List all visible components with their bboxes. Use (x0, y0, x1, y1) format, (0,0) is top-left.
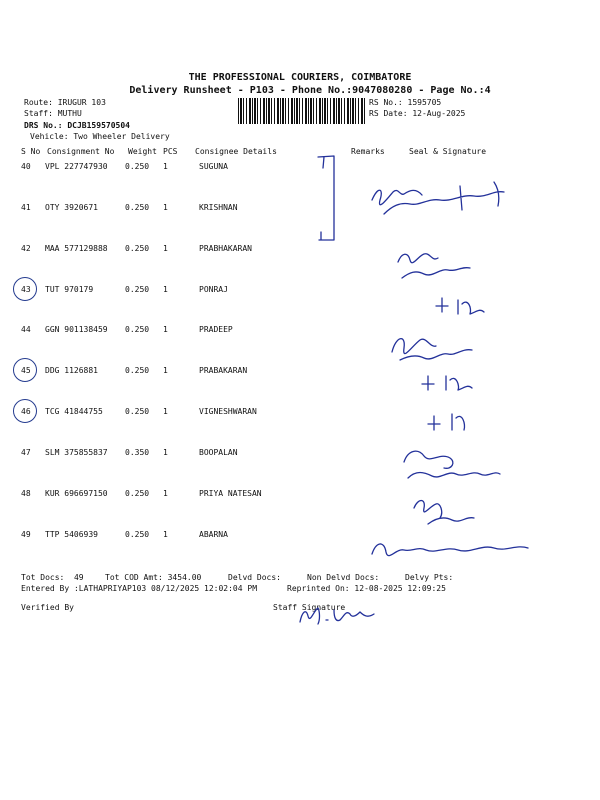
handwritten-signature (372, 544, 528, 556)
staff-signature-label: Staff Signature (273, 603, 346, 612)
cell-consignee: SUGUNA (199, 162, 228, 171)
handwritten-signature (392, 339, 472, 360)
cell-sno: 45 (21, 366, 31, 375)
cell-consignment: TCG 41844755 (45, 407, 103, 416)
cell-sno: 49 (21, 530, 31, 539)
cell-weight: 0.350 (125, 448, 150, 457)
cell-weight: 0.250 (125, 285, 150, 294)
cell-consignee: KRISHNAN (199, 203, 238, 212)
cell-weight: 0.250 (125, 489, 150, 498)
route-label: Route: IRUGUR 103 (24, 98, 106, 107)
cell-sno: 44 (21, 325, 31, 334)
cell-pcs: 1 (163, 366, 168, 375)
cell-sno: 42 (21, 244, 31, 253)
col-sno: S No (21, 147, 41, 156)
company-title: THE PROFESSIONAL COURIERS, COIMBATORE (188, 72, 412, 83)
cell-sno: 40 (21, 162, 31, 171)
staff-label: Staff: MUTHU (24, 109, 82, 118)
cell-pcs: 1 (163, 325, 168, 334)
cell-consignee: ABARNA (199, 530, 228, 539)
handwritten-bracket (318, 156, 334, 240)
cell-weight: 0.250 (125, 244, 150, 253)
vehicle-label: Vehicle: Two Wheeler Delivery (30, 132, 170, 141)
cell-consignment: GGN 901138459 (45, 325, 108, 334)
cell-consignee: PRADEEP (199, 325, 233, 334)
cell-consignee: PRIYA NATESAN (199, 489, 262, 498)
cell-pcs: 1 (163, 530, 168, 539)
cell-sno: 48 (21, 489, 31, 498)
col-remarks: Remarks (351, 147, 385, 156)
col-consignee: Consignee Details (195, 147, 277, 156)
handwritten-signature (414, 501, 474, 525)
cell-pcs: 1 (163, 244, 168, 253)
cell-consignee: PONRAJ (199, 285, 228, 294)
cell-sno: 43 (21, 285, 31, 294)
cell-consignment: DDG 1126881 (45, 366, 98, 375)
cell-consignment: VPL 227747930 (45, 162, 108, 171)
col-consignment: Consignment No (47, 147, 115, 156)
cell-pcs: 1 (163, 203, 168, 212)
col-seal-signature: Seal & Signature (409, 147, 487, 156)
cell-consignee: BOOPALAN (199, 448, 238, 457)
delivery-points: Delvy Pts: (405, 573, 454, 582)
cell-sno: 46 (21, 407, 31, 416)
delivered-docs: Delvd Docs: (228, 573, 281, 582)
cell-pcs: 1 (163, 448, 168, 457)
cell-pcs: 1 (163, 285, 168, 294)
non-delivered-docs: Non Delvd Docs: (307, 573, 380, 582)
cell-sno: 47 (21, 448, 31, 457)
reprinted-on: Reprinted On: 12-08-2025 12:09:25 (287, 584, 446, 593)
runsheet-subtitle: Delivery Runsheet - P103 - Phone No.:9047080280 - Page No.:4 (129, 85, 491, 96)
col-pcs: PCS (163, 147, 178, 156)
cell-pcs: 1 (163, 407, 168, 416)
handwritten-signature (404, 451, 500, 478)
cell-consignment: SLM 375855837 (45, 448, 108, 457)
cell-consignment: OTY 3920671 (45, 203, 98, 212)
rs-number: RS No.: 1595705 (369, 98, 442, 107)
total-cod-amount: Tot COD Amt: 3454.00 (105, 573, 202, 582)
total-docs: Tot Docs: 49 (21, 573, 84, 582)
cell-consignee: PRABHAKARAN (199, 244, 252, 253)
staff-signature (300, 608, 374, 624)
cell-consignment: MAA 577129888 (45, 244, 108, 253)
handwritten-signature (398, 254, 470, 278)
cell-weight: 0.250 (125, 407, 150, 416)
col-weight: Weight (128, 147, 157, 156)
handwritten-signature (436, 298, 484, 314)
cell-consignment: TUT 970179 (45, 285, 94, 294)
cell-weight: 0.250 (125, 203, 150, 212)
drs-number: DRS No.: DCJB159570504 (24, 121, 130, 130)
cell-consignment: TTP 5406939 (45, 530, 98, 539)
cell-weight: 0.250 (125, 530, 150, 539)
rs-date: RS Date: 12-Aug-2025 (369, 109, 466, 118)
entered-by: Entered By :LATHAPRIYAP103 08/12/2025 12:02:04 PM (21, 584, 258, 593)
cell-weight: 0.250 (125, 162, 150, 171)
handwritten-signature (422, 376, 472, 390)
cell-weight: 0.250 (125, 325, 150, 334)
cell-pcs: 1 (163, 162, 168, 171)
cell-weight: 0.250 (125, 366, 150, 375)
handwritten-signature (428, 414, 465, 430)
verified-by-label: Verified By (21, 603, 74, 612)
cell-pcs: 1 (163, 489, 168, 498)
cell-sno: 41 (21, 203, 31, 212)
cell-consignment: KUR 696697150 (45, 489, 108, 498)
handwritten-signature (372, 182, 504, 214)
cell-consignee: PRABAKARAN (199, 366, 248, 375)
cell-consignee: VIGNESHWARAN (199, 407, 257, 416)
